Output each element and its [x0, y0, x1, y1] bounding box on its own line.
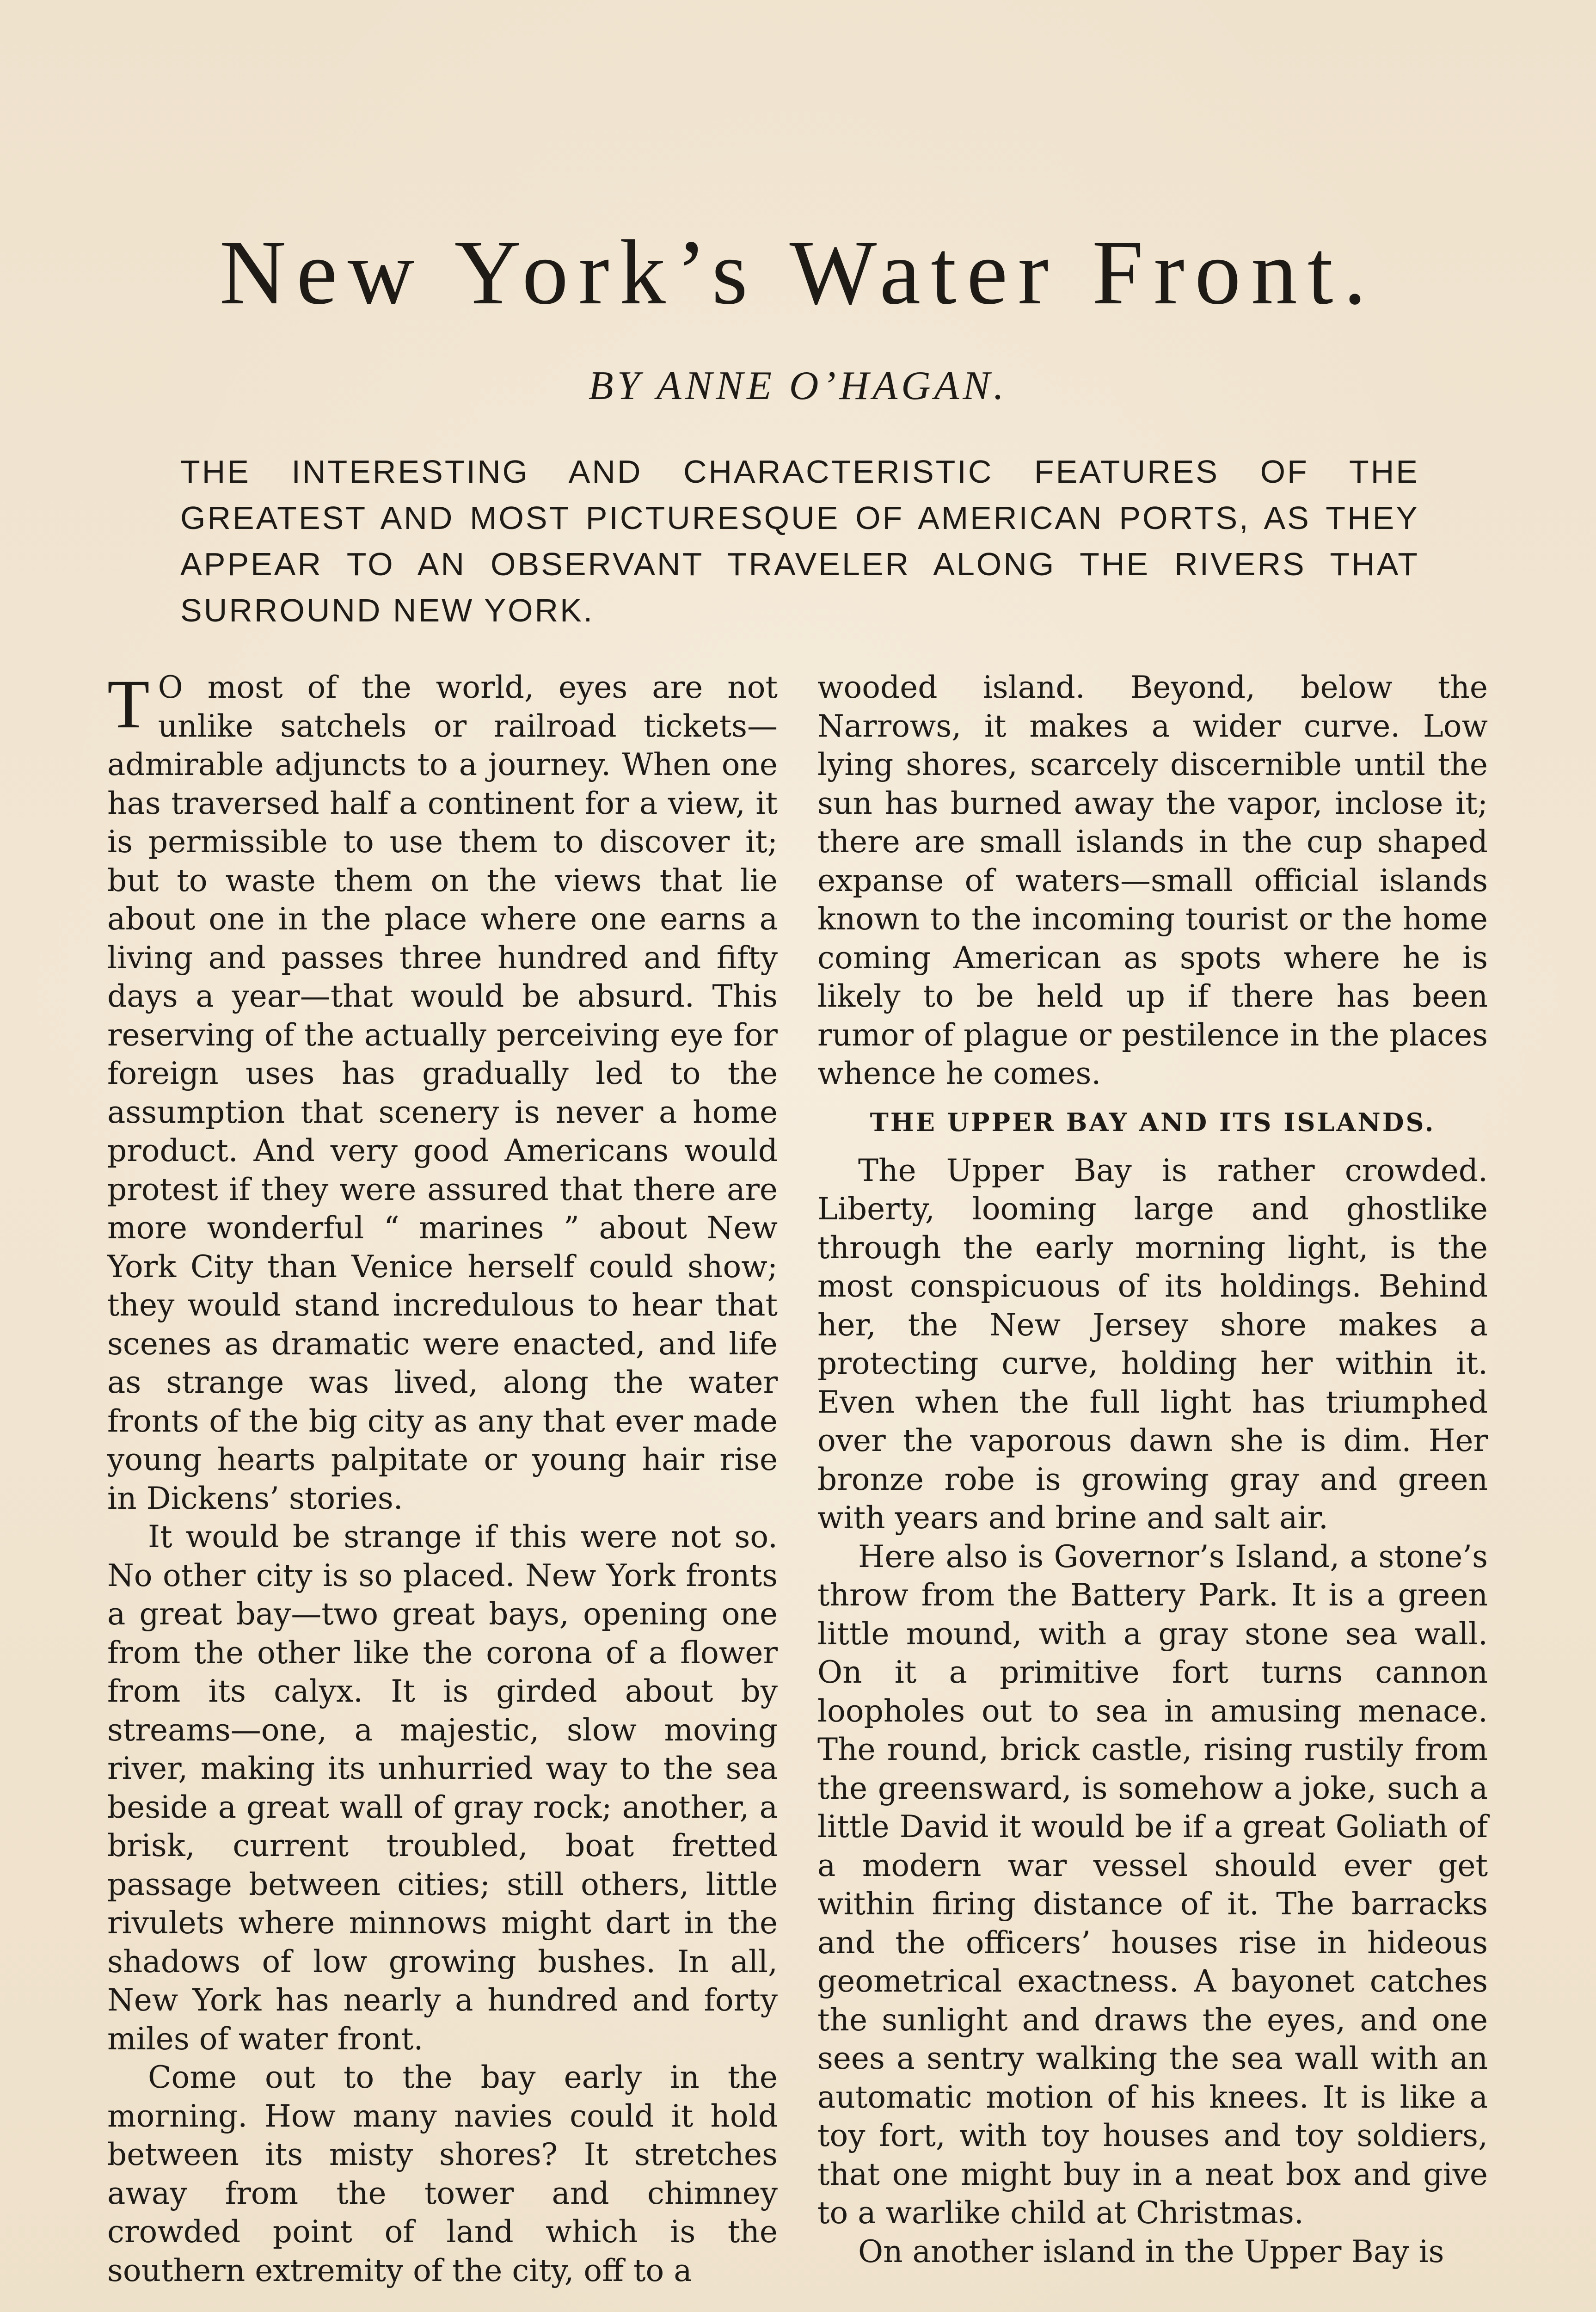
paragraph-another-island: On another island in the Upper Bay is [858, 2233, 1444, 2269]
paragraph-1-text: O most of the world, eyes are not unlike satchels or railroad tickets—admirable adjuncts to a journey. When one has traversed half a continent for a view, it is permissible to use them to discover it; but to waste them on the views that lie about one in the place where one earns a living and passes three hundred and fifty days a year—that would be absurd. This reserving of the actually perceiving eye for foreign uses has gradually led to the assumption that scenery is never a home product. And very good Americans would protest if they were assured that there are more wonderful “ marines ” about New York City than Venice herself could show; they would stand incredulous to hear that scenes as dramatic were enacted, and life as strange was lived, along the water fronts of the big city as any that ever made young hearts palpitate or young hair rise in Dickens’ stories. [107, 670, 778, 1516]
article-byline: BY ANNE O’HAGAN. [588, 363, 1008, 408]
section-subheading: THE UPPER BAY AND ITS ISLANDS. [870, 1107, 1436, 1137]
paragraph-upper-bay: The Upper Bay is rather crowded. Liberty, looming large and ghostlike through the early morning light, is the most conspicuous of its holdings. Behind her, the New Jersey shore makes a protecting curve, holding her within it. Even when the full light has triumphed over the vaporous dawn she is dim. Her bronze robe is growing gray and green with years and brine and salt air. [817, 1152, 1488, 1536]
paragraph-3: Come out to the bay early in the morning. How many navies could it hold between its misty shores? It stretches away from the tower and chimney crowded point of land which is the southern extremity of the city, off to a [107, 2060, 778, 2288]
drop-cap: T [107, 666, 150, 743]
paragraph-continued: wooded island. Beyond, below the Narrows, it makes a wider curve. Low lying shores, scarcely discernible until the sun has burned away the vapor, inclose it; there are small islands in the cup shaped expanse of waters—small official islands known to the incoming tourist or the home coming American as spots where he is likely to be held up if there has been rumor of plague or pestilence in the places whence he comes. [817, 670, 1488, 1091]
paragraph-governors-island: Here also is Governor’s Island, a stone’s throw from the Battery Park. It is a green little mound, with a gray stone sea wall. On it a primitive fort turns cannon loopholes out to sea in amusing menace. The round, brick castle, rising rustily from the greensward, is somehow a joke, such a little David it would be if a great Goliath of a modern war vessel should ever get within firing distance of it. The barracks and the officers’ houses rise in hideous geometrical exactness. A bayonet catches the sunlight and draws the eyes, and one sees a sentry walking the sea wall with an automatic motion of his knees. It is like a toy fort, with toy houses and toy soldiers, that one might buy in a neat box and give to a warlike child at Christmas. [817, 1538, 1488, 2231]
paragraph-2: It would be strange if this were not so. No other city is so placed. New York fronts a great bay—two great bays, opening one from the other like the corona of a flower from its calyx. It is girded about by streams—one, a majestic, slow moving river, making its unhurried way to the sea beside a great wall of gray rock; another, a brisk, current troubled, boat fretted passage between cities; still others, little rivulets where minnows might dart in the shadows of low growing bushes. In all, New York has nearly a hundred and forty miles of water front. [107, 1519, 778, 2057]
article-deck: THE INTERESTING AND CHARACTERISTIC FEATURES OF THE GREATEST AND MOST PICTURESQUE OF AMERICAN PORTS, AS THEY APPEAR TO AN OBSERVANT TRAVELER ALONG THE RIVERS THAT SURROUND NEW YORK. [180, 454, 1419, 628]
text-column-right [817, 668, 1488, 2271]
text-column-left [107, 668, 778, 2290]
article-title: New York’s Water Front. [219, 221, 1377, 324]
paragraph-1 [107, 668, 778, 1518]
